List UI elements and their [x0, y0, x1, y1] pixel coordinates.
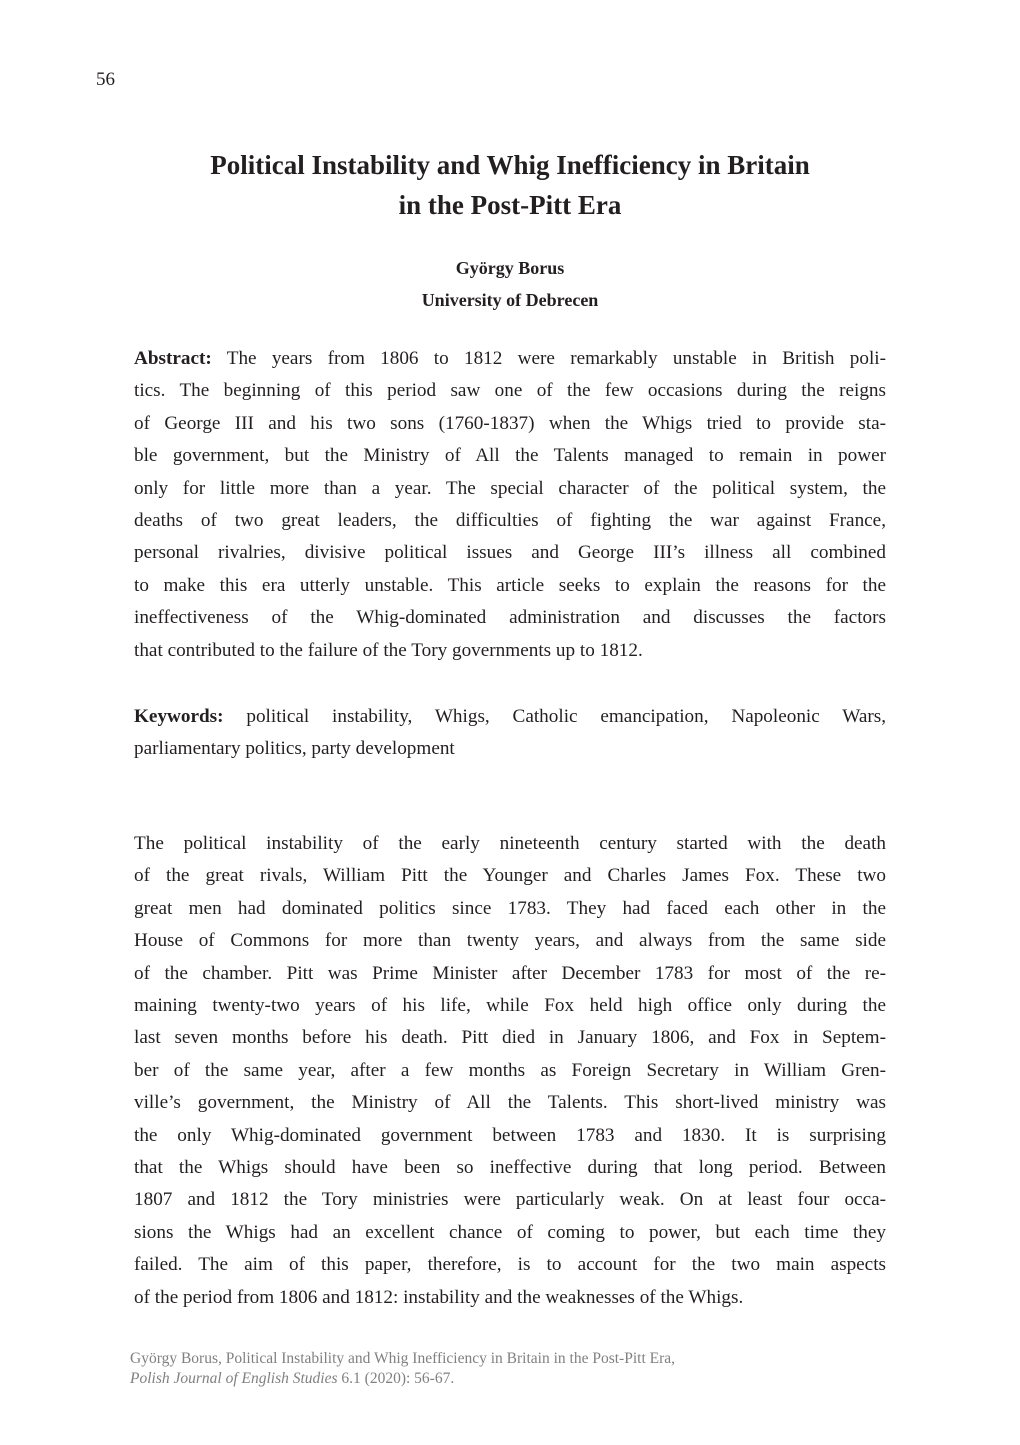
body-line: ville’s government, the Ministry of All the Talents. This short-lived ministry was	[134, 1092, 886, 1114]
body-line: The political instability of the early nineteenth century started with the death	[134, 833, 886, 854]
abstract-line: to make this era utterly unstable. This article seeks to explain the reasons for the	[134, 574, 886, 596]
body-line: House of Commons for more than twenty years, and always from the same side	[134, 930, 886, 952]
body-paragraph	[134, 828, 886, 1314]
body-line: great men had dominated politics since 1783. They had faced each other in the	[134, 897, 886, 919]
body-line: the only Whig-dominated government between 1783 and 1830. It is surprising	[134, 1124, 886, 1146]
body-line: ber of the same year, after a few months as Foreign Secretary in William Gren-	[134, 1059, 886, 1081]
article-title	[120, 145, 900, 225]
page-number: 56	[96, 69, 115, 90]
keywords-line: parliamentary politics, party development	[134, 738, 455, 760]
journal-name: Polish Journal of English Studies	[130, 1370, 338, 1387]
abstract-line: of George III and his two sons (1760-1837) when the Whigs tried to provide sta-	[134, 412, 886, 434]
author-affiliation: University of Debrecen	[421, 290, 599, 310]
body-line: last seven months before his death. Pitt died in January 1806, and Fox in Septem-	[134, 1027, 886, 1049]
abstract-line: ineffectiveness of the Whig-dominated administration and discusses the factors	[134, 607, 886, 629]
author-block	[120, 252, 900, 316]
body-line: maining twenty-two years of his life, while Fox held high office only during the	[134, 995, 886, 1017]
abstract	[134, 343, 886, 667]
body-line: of the period from 1806 and 1812: instability and the weaknesses of the Whigs.	[134, 1286, 744, 1308]
keywords-line	[134, 701, 886, 733]
body-line: 1807 and 1812 the Tory ministries were particularly weak. On at least four occa-	[134, 1189, 886, 1211]
body-line: of the chamber. Pitt was Prime Minister after December 1783 for most of the re-	[134, 962, 886, 984]
abstract-line: ble government, but the Ministry of All the Talents managed to remain in power	[134, 445, 886, 467]
abstract-line: that contributed to the failure of the Tory governments up to 1812.	[134, 639, 643, 661]
citation-details: 6.1 (2020): 56-67.	[337, 1370, 455, 1387]
abstract-line: only for little more than a year. The special character of the political system, the	[134, 477, 886, 499]
abstract-line: deaths of two great leaders, the difficulties of fighting the war against France,	[134, 510, 886, 532]
title-line: Political Instability and Whig Inefficiency in Britain	[210, 150, 810, 180]
keywords-text: political instability, Whigs, Catholic emancipation, Napoleonic Wars,	[223, 706, 886, 727]
abstract-line	[134, 343, 886, 375]
abstract-line: tics. The beginning of this period saw one of the few occasions during the reigns	[134, 380, 886, 402]
keywords	[134, 701, 886, 766]
title-line: in the Post-Pitt Era	[398, 190, 622, 220]
abstract-line: personal rivalries, divisive political issues and George III’s illness all combined	[134, 542, 886, 564]
body-line: failed. The aim of this paper, therefore, is to account for the two main aspects	[134, 1254, 886, 1276]
citation-line	[130, 1369, 675, 1389]
keywords-label: Keywords:	[134, 706, 224, 727]
body-line: that the Whigs should have been so ineffective during that long period. Between	[134, 1157, 886, 1179]
body-line: sions the Whigs had an excellent chance of coming to power, but each time they	[134, 1221, 886, 1243]
abstract-label: Abstract:	[134, 348, 212, 369]
abstract-text: The years from 1806 to 1812 were remarkably unstable in British poli-	[211, 348, 886, 369]
citation-line: György Borus, Political Instability and Whig Inefficiency in Britain in the Post-Pitt Era,	[130, 1350, 676, 1367]
author-name: György Borus	[455, 258, 565, 278]
citation-footer	[130, 1349, 675, 1389]
body-line: of the great rivals, William Pitt the Younger and Charles James Fox. These two	[134, 865, 886, 887]
